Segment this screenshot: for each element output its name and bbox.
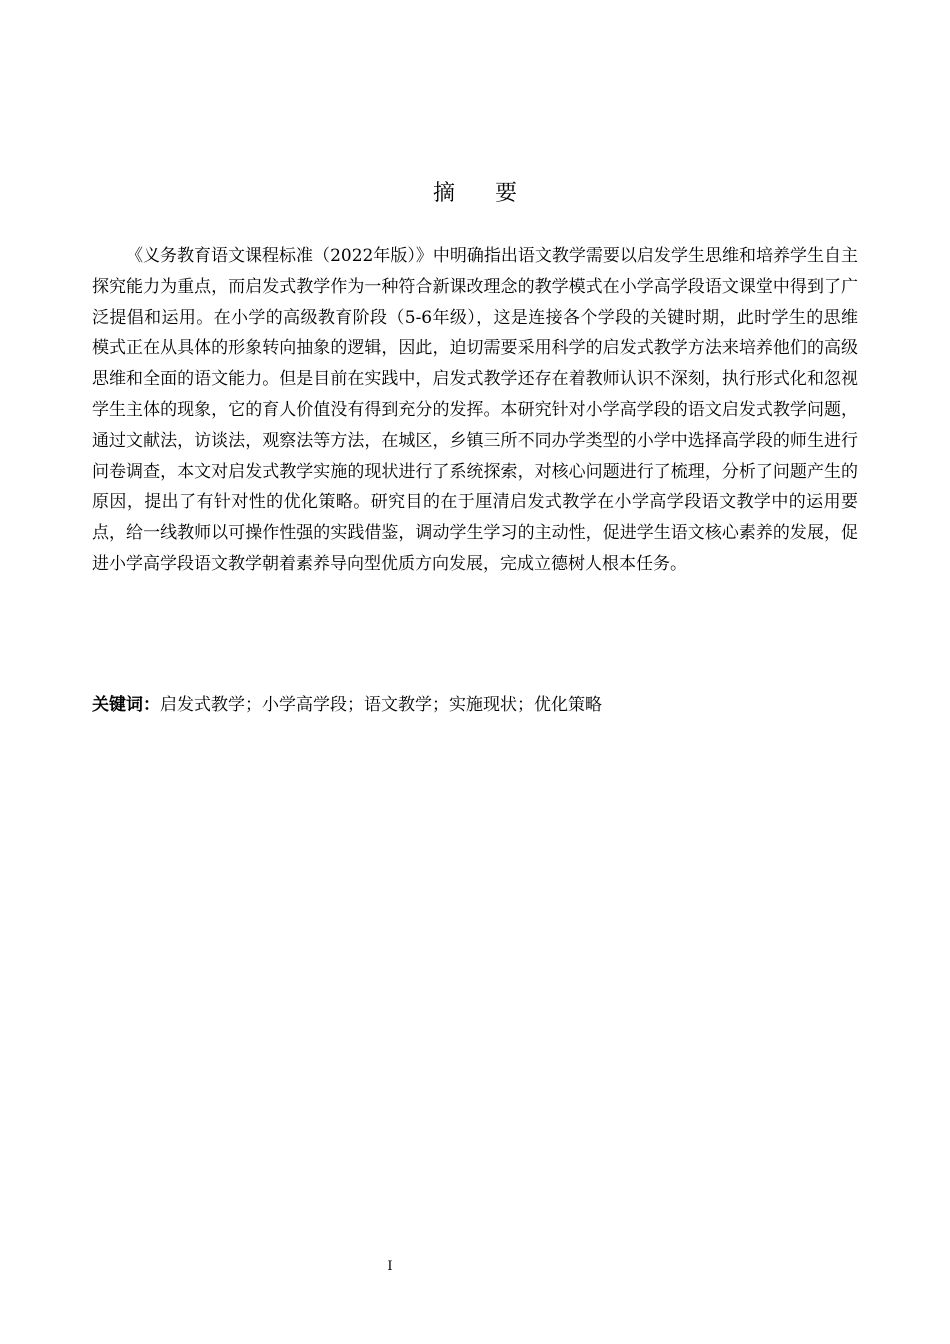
- keywords-line: [92, 690, 858, 720]
- abstract-paragraph: 《义务教育语文课程标准（2022年版）》中明确指出语文教学需要以启发学生思维和培养学生自主探究能力为重点，而启发式教学作为一种符合新课改理念的教学模式在小学高学段语文课堂中得到了广泛提倡和运用。在小学的高级教育阶段（5-6年级），这是连接各个学段的关键时期，此时学生的思维模式正在从具体的形象转向抽象的逻辑，因此，迫切需要采用科学的启发式教学方法来培养他们的高级思维和全面的语文能力。但是目前在实践中，启发式教学还存在着教师认识不深刻，执行形式化和忽视学生主体的现象，它的育人价值没有得到充分的发挥。本研究针对小学高学段的语文启发式教学问题，通过文献法，访谈法，观察法等方法，在城区，乡镇三所不同办学类型的小学中选择高学段的师生进行问卷调查，本文对启发式教学实施的现状进行了系统探索，对核心问题进行了梳理，分析了问题产生的原因，提出了有针对性的优化策略。研究目的在于厘清启发式教学在小学高学段语文教学中的运用要点，给一线教师以可操作性强的实践借鉴，调动学生学习的主动性，促进学生语文核心素养的发展，促进小学高学段语文教学朝着素养导向型优质方向发展，完成立德树人根本任务。: [92, 246, 858, 574]
- keywords-text: 启发式教学；小学高学段；语文教学；实施现状；优化策略: [160, 695, 602, 715]
- keywords-label: 关键词：: [92, 695, 160, 715]
- abstract-title: 摘要: [432, 181, 557, 206]
- page-number: I: [387, 1259, 393, 1274]
